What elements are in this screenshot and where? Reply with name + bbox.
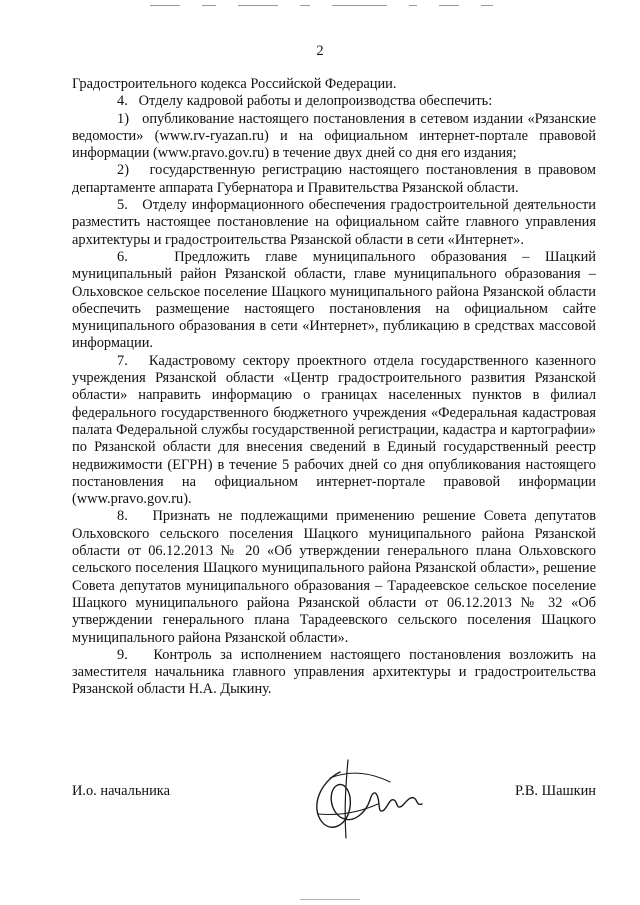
paragraph-item-4-2: 2) государственную регистрацию настоящего постановления в правовом департаменте аппарата Губернатора и Правительства Рязанской области.: [72, 162, 596, 196]
scan-artifacts: [150, 2, 610, 8]
paragraph-item-8: 8. Признать не подлежащими применению решение Совета депутатов Ольховского сельского поселения Шацкого муниципального района Рязанской области от 06.12.2013 № 20 «Об утверждении генерального плана Ольховского сельского поселения Шацкого муниципального района Рязанской области», решение Совета депутатов муниципального образования – Тарадеевское сельское поселение Шацкого муниципального района Рязанской области от 06.12.2013 № 32 «Об утверждении генерального плана Тарадеевского сельского поселения Шацкого муниципального района Рязанской области».: [72, 508, 596, 646]
signatory-name: Р.В. Шашкин: [515, 783, 596, 799]
paragraph-item-7: 7. Кадастровому сектору проектного отдела государственного казенного учреждения Рязанской области «Центр градостроительного развития Рязанской области» направить информацию о границах населенных пунктов в филиал федерального государственного бюджетного учреждения «Федеральная кадастровая палата Федеральной службы государственной регистрации, кадастра и картографии» по Рязанской области для внесения сведений в Единый государственный реестр недвижимости (ЕГРН) в течение 5 рабочих дней со дня опубликования настоящего постановления на официальном интернет-портале правовой информации (www.pravo.gov.ru).: [72, 352, 596, 508]
page-number: 2: [316, 43, 324, 59]
scan-artifact-bottom: [300, 899, 360, 900]
paragraph-intro: Градостроительного кодекса Российской Федерации.: [72, 76, 397, 92]
paragraph-item-9: 9. Контроль за исполнением настоящего постановления возложить на заместителя начальника главного управления архитектуры и градостроительства Рязанской области Н.А. Дыкину.: [72, 646, 596, 698]
document-body: [72, 76, 596, 699]
signature-block: [72, 783, 596, 800]
paragraph-item-4-1: 1) опубликование настоящего постановления в сетевом издании «Рязанские ведомости» (www.rv-ryazan.ru) и на официальном интернет-портале правовой информации (www.pravo.gov.ru) в течение двух дней со дня его издания;: [72, 110, 596, 162]
paragraph-item-4: 4. Отделу кадровой работы и делопроизводства обеспечить:: [117, 93, 493, 110]
paragraph-item-6: 6. Предложить главе муниципального образования – Шацкий муниципальный район Рязанской области, главе муниципального образования – Ольховское сельское поселение Шацкого муниципального района Рязанской области обеспечить размещение настоящего постановления на официальном сайте муниципального образования в сети «Интернет», публикацию в средствах массовой информации.: [72, 248, 596, 352]
paragraph-item-5: 5. Отделу информационного обеспечения градостроительной деятельности разместить настоящее постановление на официальном сайте главного управления архитектуры и градостроительства Рязанской области в сети «Интернет».: [72, 197, 596, 248]
signatory-position: И.о. начальника: [72, 783, 170, 799]
